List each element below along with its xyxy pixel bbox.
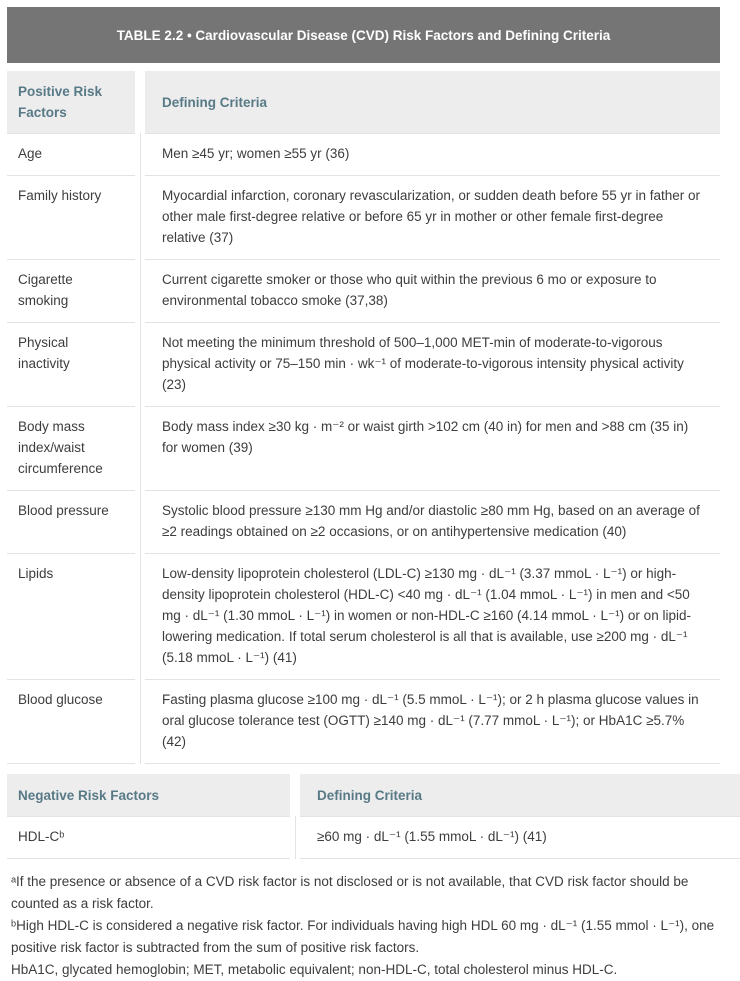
row-factor-cell: Blood pressure [7, 491, 135, 554]
table-row-cigarette-smoking [7, 260, 720, 323]
negative-table-body [7, 816, 740, 859]
negative-risk-table [7, 774, 740, 859]
table-row-blood-pressure [7, 491, 720, 554]
footnotes [7, 859, 723, 981]
table-row-lipids [7, 554, 720, 680]
footnote-a: ᵃIf the presence or absence of a CVD risk factor is not disclosed or is not available, that CVD risk factor should be counted as a risk factor. [11, 874, 689, 911]
positive-table-header-row [7, 71, 720, 133]
row-factor-cell: Body mass index/waist circumference [7, 407, 135, 491]
table-title-bar [7, 7, 720, 63]
negative-table-header-row [7, 774, 740, 816]
positive-header-criteria-cell: Defining Criteria [145, 71, 720, 133]
row-criteria-cell: Fasting plasma glucose ≥100 mg · dL⁻¹ (5.5 mmoL · L⁻¹); or 2 h plasma glucose values in oral glucose tolerance test (OGTT) ≥140 mg · dL⁻¹ (7.77 mmoL · L⁻¹); or HbA1C ≥5.7% (42) [145, 680, 720, 764]
footnote-abbreviations: HbA1C, glycated hemoglobin; MET, metabolic equivalent; non-HDL-C, total cholesterol minus HDL-C. [11, 962, 618, 977]
row-factor-cell: Blood glucose [7, 680, 135, 764]
row-factor-cell: Family history [7, 176, 135, 260]
row-criteria-cell: ≥60 mg · dL⁻¹ (1.55 mmoL · dL⁻¹) (41) [300, 816, 740, 859]
table-row-physical-inactivity [7, 323, 720, 407]
table-row-family-history [7, 176, 720, 260]
positive-risk-table [7, 71, 720, 764]
row-factor-cell: Cigarette smoking [7, 260, 135, 323]
row-factor-cell: HDL-Cᵇ [7, 816, 290, 859]
row-criteria-cell: Current cigarette smoker or those who quit within the previous 6 mo or exposure to environmental tobacco smoke (37,38) [145, 260, 720, 323]
table-row-hdl-c [7, 816, 740, 859]
footnote-b: ᵇHigh HDL-C is considered a negative risk factor. For individuals having high HDL 60 mg · dL⁻¹ (1.55 mmol · L⁻¹), one positive risk factor is subtracted from the sum of positive risk factors. [11, 918, 715, 955]
row-criteria-cell: Low-density lipoprotein cholesterol (LDL-C) ≥130 mg · dL⁻¹ (3.37 mmoL · L⁻¹) or high-density lipoprotein cholesterol (HDL-C) <40 mg · dL⁻¹ (1.04 mmoL · L⁻¹) in men and <50 mg · dL⁻¹ (1.30 mmoL · L⁻¹) in women or non-HDL-C ≥160 (4.14 mmoL · L⁻¹) or on lipid-lowering medication. If total serum cholesterol is all that is available, use ≥200 mg · dL⁻¹ (5.18 mmoL · L⁻¹) (41) [145, 554, 720, 680]
table-row-blood-glucose [7, 680, 720, 764]
row-factor-cell: Age [7, 133, 135, 176]
row-criteria-cell: Myocardial infarction, coronary revascularization, or sudden death before 55 yr in father or other male first-degree relative or before 65 yr in mother or other female first-degree relative (37) [145, 176, 720, 260]
negative-header-criteria-cell: Defining Criteria [300, 774, 740, 816]
positive-table-body [7, 133, 720, 764]
table-row-body-mass-index [7, 407, 720, 491]
row-factor-cell: Lipids [7, 554, 135, 680]
positive-header-factor-cell: Positive Risk Factors [7, 71, 135, 133]
row-factor-cell: Physical inactivity [7, 323, 135, 407]
row-criteria-cell: Body mass index ≥30 kg · m⁻² or waist girth >102 cm (40 in) for men and >88 cm (35 in) for women (39) [145, 407, 720, 491]
row-criteria-cell: Men ≥45 yr; women ≥55 yr (36) [145, 133, 720, 176]
table-row-age [7, 133, 720, 176]
table-title: TABLE 2.2 • Cardiovascular Disease (CVD) Risk Factors and Defining Criteria [116, 27, 611, 43]
row-criteria-cell: Not meeting the minimum threshold of 500–1,000 MET-min of moderate-to-vigorous physical activity or 75–150 min · wk⁻¹ of moderate-to-vigorous intensity physical activity (23) [145, 323, 720, 407]
row-criteria-cell: Systolic blood pressure ≥130 mm Hg and/or diastolic ≥80 mm Hg, based on an average of ≥2 readings obtained on ≥2 occasions, or on antihypertensive medication (40) [145, 491, 720, 554]
negative-header-factor-cell: Negative Risk Factors [7, 774, 290, 816]
